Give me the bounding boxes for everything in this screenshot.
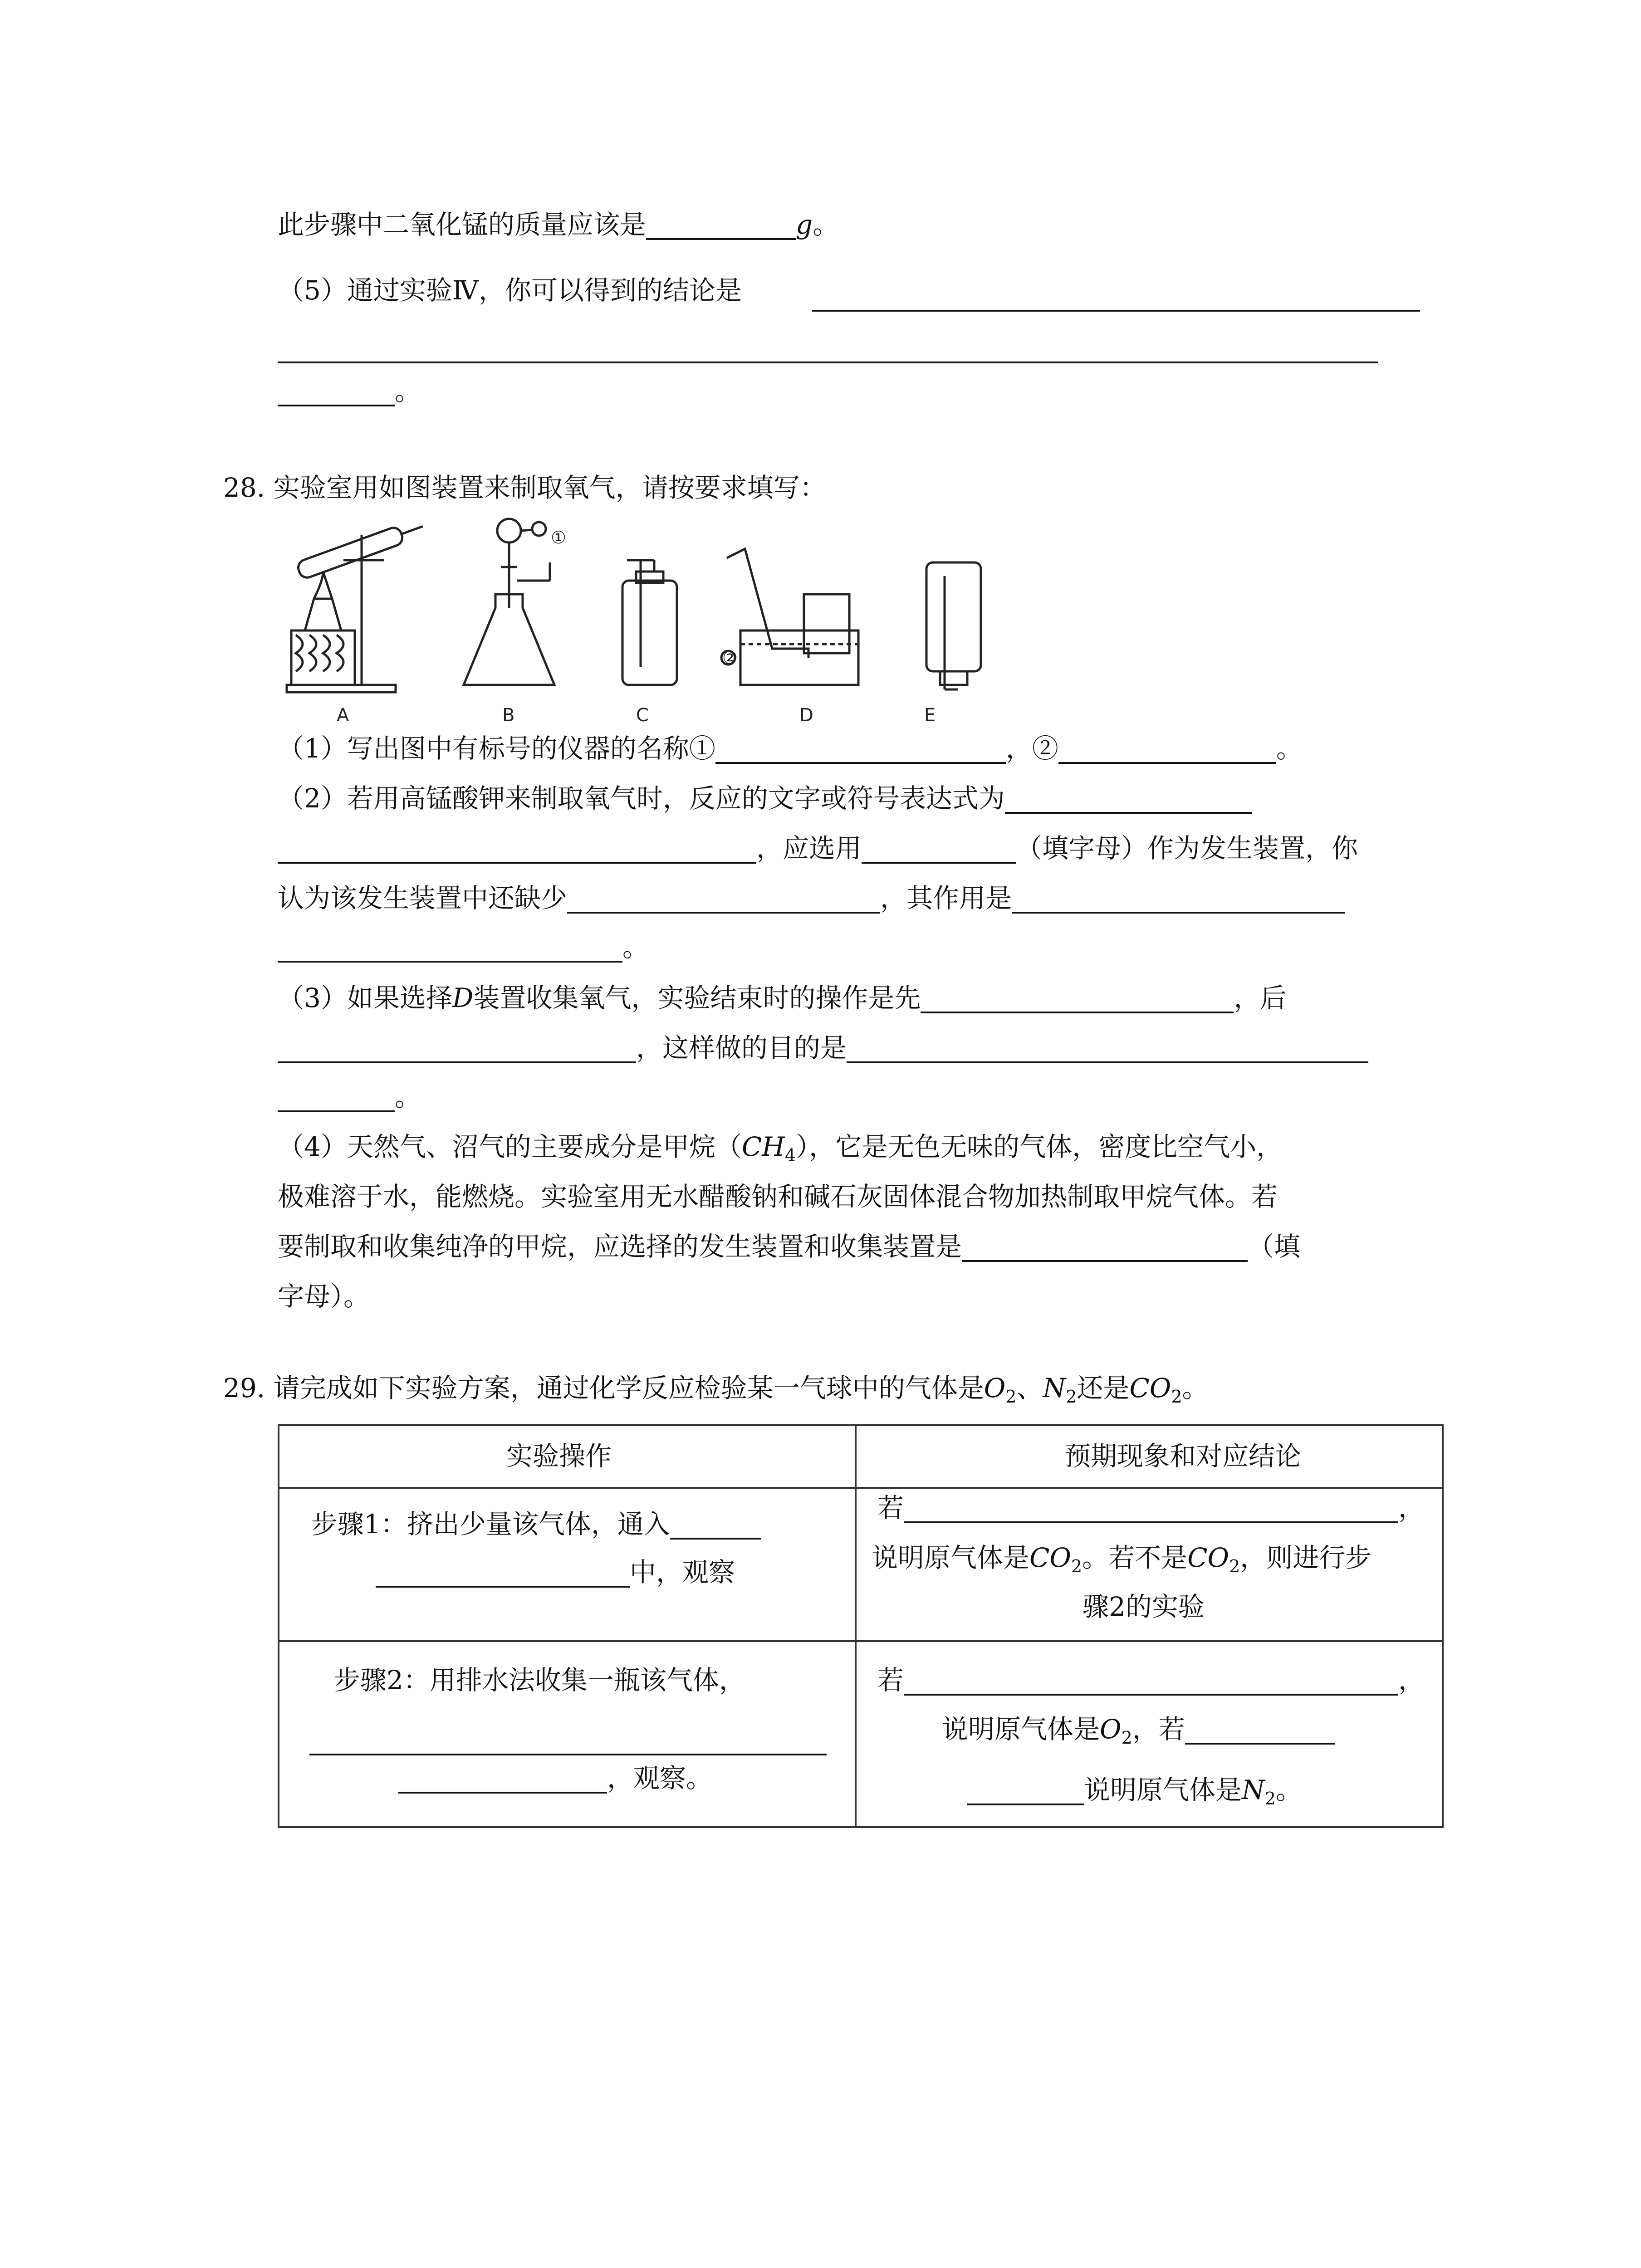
label-e: E xyxy=(924,705,936,726)
function-blank-2[interactable] xyxy=(278,929,622,963)
apparatus-figure xyxy=(278,517,1004,730)
kmno4-expression-blank-2[interactable] xyxy=(278,830,756,864)
step2-phenomenon-blank-1[interactable] xyxy=(904,1662,1398,1696)
q29-number: 29. xyxy=(223,1373,265,1403)
step1-reagent-blank-2[interactable] xyxy=(376,1554,630,1588)
methane-apparatus-blank[interactable] xyxy=(962,1228,1248,1262)
label-d: D xyxy=(799,705,813,726)
table-col-divider xyxy=(855,1426,857,1826)
q28-part2-line1: （2）若用高锰酸钾来制取氧气时，反应的文字或符号表达式为 xyxy=(278,780,1252,816)
experiment-table xyxy=(278,1424,1444,1828)
label-b: B xyxy=(502,705,515,726)
unit-g: g xyxy=(796,209,813,240)
q28-part4-line3: 要制取和收集纯净的甲烷，应选择的发生装置和收集装置是 （填 xyxy=(278,1228,1300,1265)
instrument-2-blank[interactable] xyxy=(1058,730,1276,764)
step2-phenomenon-blank-3[interactable] xyxy=(967,1772,1084,1805)
table-row-divider-1 xyxy=(279,1487,1442,1489)
q28-part1: （1）写出图中有标号的仪器的名称① ，② 。 xyxy=(278,730,1303,767)
label-c: C xyxy=(636,705,649,726)
marker-1: ① xyxy=(551,528,567,547)
instrument-1-blank[interactable] xyxy=(715,730,1006,764)
kmno4-expression-blank-1[interactable] xyxy=(1005,780,1252,814)
header-phenomenon: 预期现象和对应结论 xyxy=(1064,1441,1302,1471)
q28-part3-line2: ，这样做的目的是 xyxy=(278,1030,1368,1066)
step2-result-line2: 说明原气体是$O_2$，若 xyxy=(942,1711,1335,1756)
step2-line3: ，观察。 xyxy=(398,1760,712,1796)
q28-part3-line3: 。 xyxy=(278,1079,421,1115)
step2-operation-blank-2[interactable] xyxy=(398,1760,607,1794)
q27-line-mno2-mass: 此步骤中二氧化锰的质量应该是 g。 xyxy=(278,206,839,243)
step2-operation-blank-1[interactable] xyxy=(309,1754,827,1755)
q27-part5-blank-3[interactable] xyxy=(278,373,395,406)
q28-part4-line4: 字母）。 xyxy=(278,1281,370,1312)
generator-choice-blank[interactable] xyxy=(862,830,1016,864)
step1-line2: 中，观察 xyxy=(376,1554,735,1590)
q28-part4-line2: 极难溶于水，能燃烧。实验室用无水醋酸钠和碱石灰固体混合物加热制取甲烷气体。若 xyxy=(278,1181,1278,1212)
q27-part5-line3: 。 xyxy=(278,373,421,409)
step1-line1: 步骤1：挤出少量该气体，通入 xyxy=(311,1506,761,1542)
step1-result-line2: 说明原气体是$CO_2$。若不是$CO_2$，则进行步 xyxy=(872,1542,1372,1576)
marker-2: ② xyxy=(722,648,738,668)
q27-part5-blank-1[interactable] xyxy=(812,310,1420,312)
apparatus-e xyxy=(926,562,981,689)
q28-part4-line1: （4）天然气、沼气的主要成分是甲烷$(CH_4)$，它是无色无味的气体，密度比空气小， xyxy=(278,1131,1283,1165)
first-step-blank[interactable] xyxy=(921,980,1234,1013)
q28-part3-line1: （3）如果选择D装置收集氧气，实验结束时的操作是先 ，后 xyxy=(278,980,1286,1016)
apparatus-b xyxy=(464,519,554,685)
missing-item-blank[interactable] xyxy=(567,880,880,914)
q28-part2-line2: ，应选用 （填字母）作为发生装置，你 xyxy=(278,830,1358,866)
q29-stem: 29. 请完成如下实验方案，通过化学反应检验某一气球中的气体是$O_2$、$N_2$还是$CO_2$。 xyxy=(223,1373,1209,1407)
step1-result-line1: 若 ， xyxy=(877,1490,1425,1526)
step2-phenomenon-blank-2[interactable] xyxy=(1185,1711,1335,1745)
step1-reagent-blank[interactable] xyxy=(670,1506,761,1540)
q27-mno2-text: 此步骤中二氧化锰的质量应该是 xyxy=(278,209,647,240)
q27-part5: （5）通过实验Ⅳ，你可以得到的结论是 xyxy=(278,275,742,306)
q28-part2-line4: 。 xyxy=(278,929,649,965)
step2-result-line3: 说明原气体是$N_2$。 xyxy=(967,1772,1302,1817)
function-blank-1[interactable] xyxy=(1012,880,1345,914)
step2-result-line1: 若 ， xyxy=(877,1662,1425,1698)
apparatus-c xyxy=(622,560,677,685)
header-operation: 实验操作 xyxy=(506,1441,612,1471)
step1-phenomenon-blank[interactable] xyxy=(904,1490,1398,1523)
q27-part5-blank-2[interactable] xyxy=(278,362,1378,363)
mno2-mass-blank[interactable] xyxy=(646,206,796,240)
q28-stem: 28. 实验室用如图装置来制取氧气，请按要求填写： xyxy=(223,472,826,503)
purpose-blank-2[interactable] xyxy=(278,1079,395,1112)
step2-line1: 步骤2：用排水法收集一瓶该气体， xyxy=(334,1665,745,1696)
second-step-blank[interactable] xyxy=(278,1030,636,1063)
apparatus-d xyxy=(721,549,858,685)
apparatus-a xyxy=(287,518,426,692)
label-a: A xyxy=(337,705,349,726)
step1-result-line3: 骤2的实验 xyxy=(1083,1591,1205,1622)
q28-part2-line3: 认为该发生装置中还缺少 ，其作用是 xyxy=(278,880,1345,916)
purpose-blank-1[interactable] xyxy=(847,1030,1368,1063)
table-row-divider-2 xyxy=(279,1640,1442,1642)
q28-number: 28. xyxy=(223,472,265,503)
